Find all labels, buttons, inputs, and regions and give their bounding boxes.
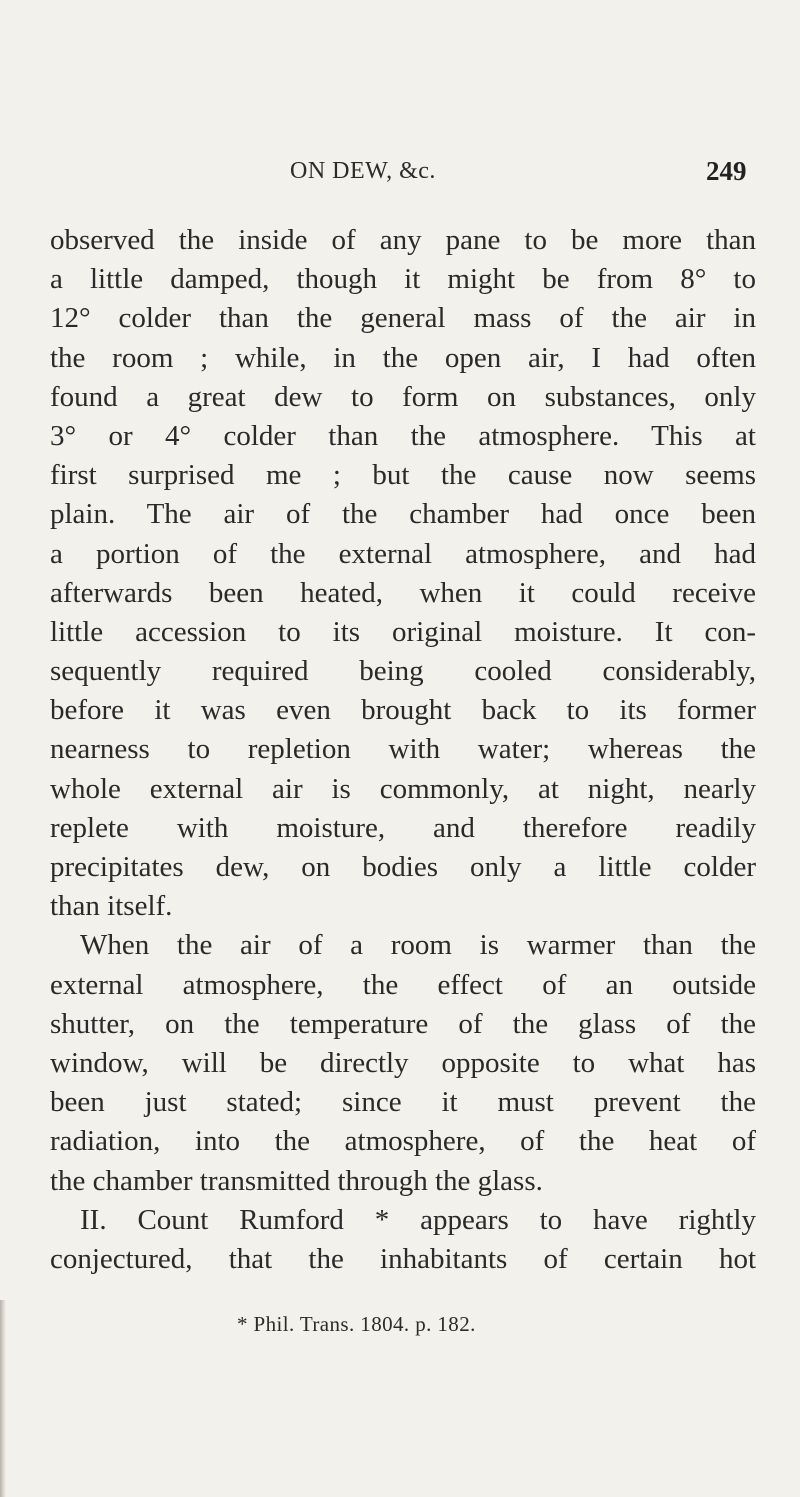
page-edge-shadow xyxy=(0,1300,6,1497)
text-line: the room ; while, in the open air, I had often xyxy=(50,341,756,374)
text-line: little accession to its original moisture. It con- xyxy=(50,615,756,648)
body-text xyxy=(50,221,756,1279)
footnote: * Phil. Trans. 1804. p. 182. xyxy=(237,1312,476,1336)
running-title: ON DEW, &c. xyxy=(290,158,436,184)
page-number: 249 xyxy=(706,156,747,186)
text-line: afterwards been heated, when it could receive xyxy=(50,576,756,609)
text-line: a portion of the external atmosphere, and had xyxy=(50,537,756,570)
text-line: nearness to repletion with water; whereas the xyxy=(50,733,756,766)
running-head xyxy=(0,158,800,198)
text-line: whole external air is commonly, at night, nearly xyxy=(50,772,756,805)
text-line: conjectured, that the inhabitants of certain hot xyxy=(50,1242,756,1275)
text-line: 3° or 4° colder than the atmosphere. This at xyxy=(50,419,756,452)
text-line: shutter, on the temperature of the glass of the xyxy=(50,1007,756,1040)
text-line: window, will be directly opposite to what has xyxy=(50,1046,756,1079)
text-line: before it was even brought back to its former xyxy=(50,694,756,727)
text-line: a little damped, though it might be from 8° to xyxy=(50,263,756,296)
text-line: radiation, into the atmosphere, of the heat of xyxy=(50,1125,756,1158)
text-line: observed the inside of any pane to be more than xyxy=(50,224,756,256)
paragraph-end-line: the chamber transmitted through the glass. xyxy=(50,1164,543,1197)
text-line: first surprised me ; but the cause now seems xyxy=(50,459,756,492)
text-line: been just stated; since it must prevent the xyxy=(50,1086,756,1119)
text-line: found a great dew to form on substances, only xyxy=(50,380,756,413)
text-line: 12° colder than the general mass of the air in xyxy=(50,302,756,335)
text-line: external atmosphere, the effect of an outside xyxy=(50,968,756,1001)
text-line: precipitates dew, on bodies only a little colder xyxy=(50,851,756,883)
paragraph-end-line: than itself. xyxy=(50,890,173,923)
paragraph-start-line: II. Count Rumford * appears to have rightly xyxy=(80,1203,756,1236)
paragraph-start-line: When the air of a room is warmer than the xyxy=(80,929,756,962)
text-line: sequently required being cooled considerably, xyxy=(50,655,756,688)
text-line: replete with moisture, and therefore readily xyxy=(50,811,756,844)
text-line: plain. The air of the chamber had once been xyxy=(50,498,756,531)
